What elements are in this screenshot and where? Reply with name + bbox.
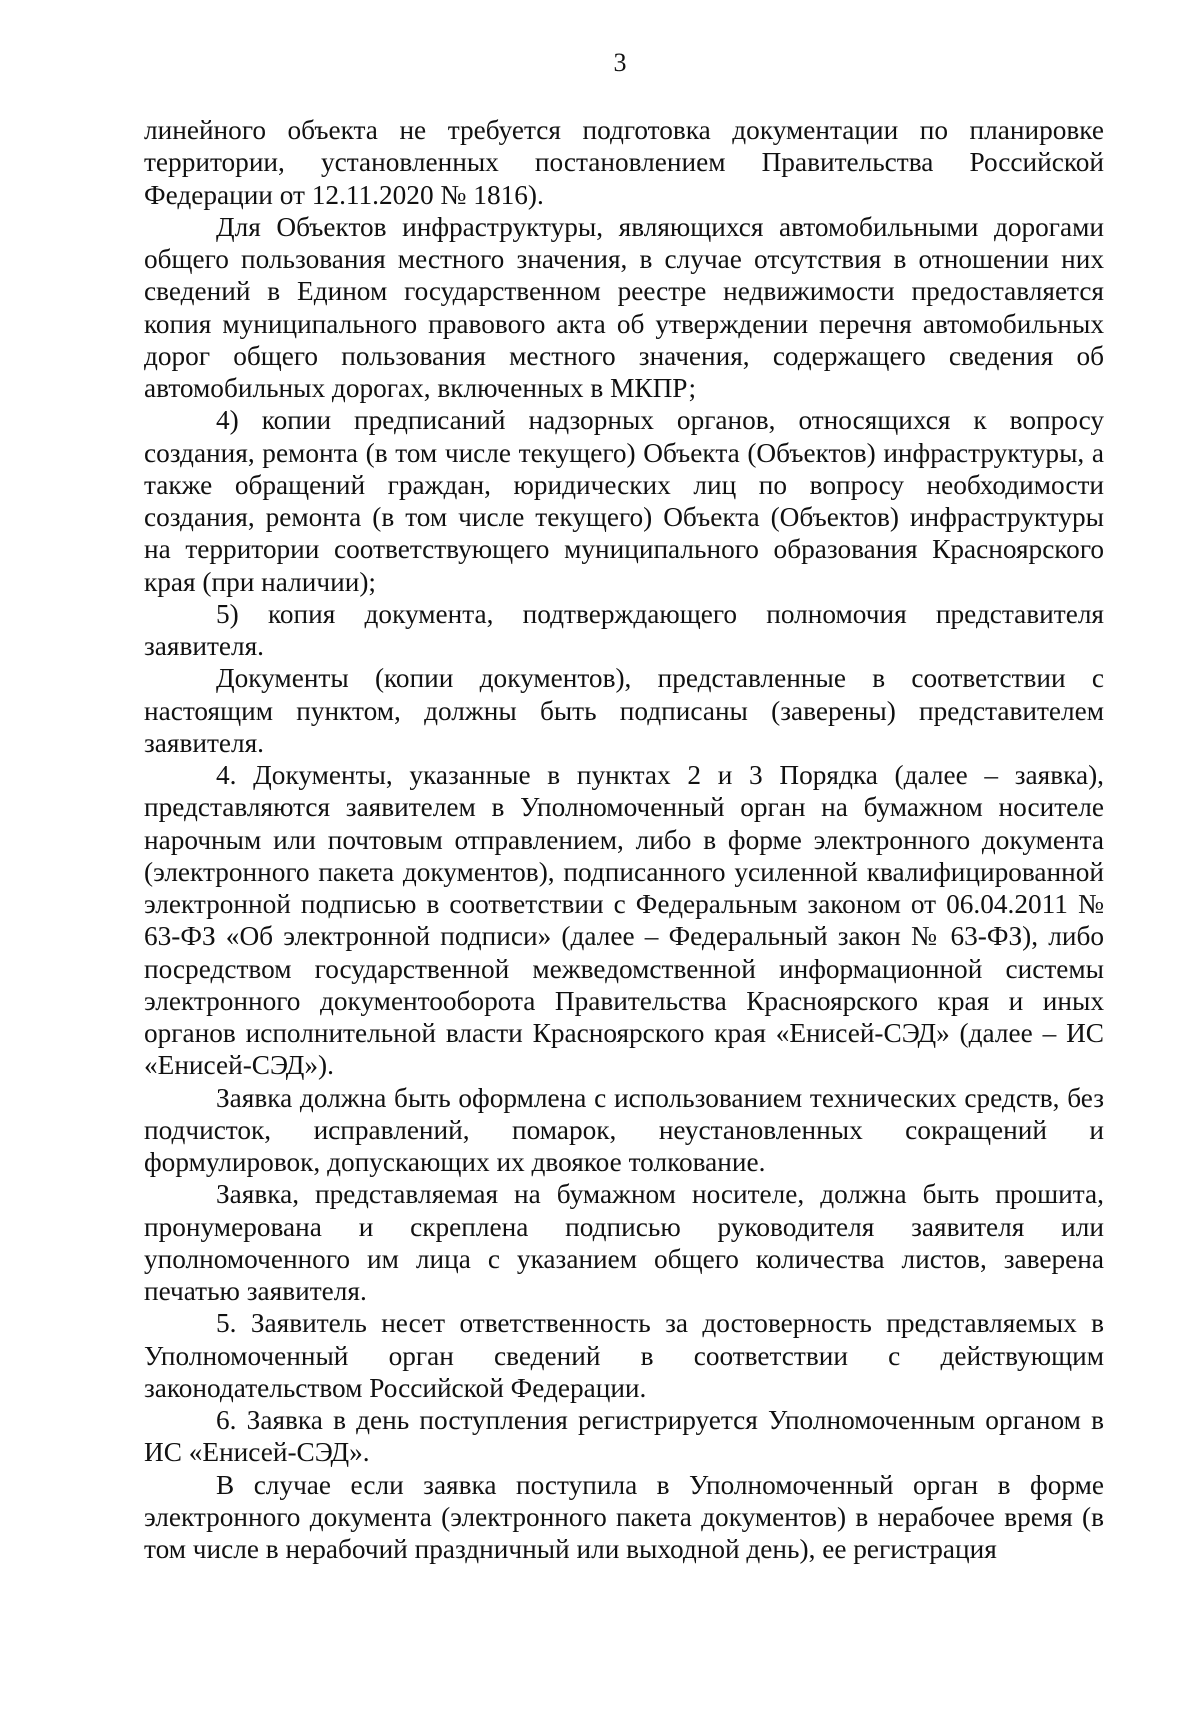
paragraph: Заявка, представляемая на бумажном носителе, должна быть прошита, пронумерована и скреплена подписью руководителя заявителя или уполномоченного им лица с указанием общего количества листов, заверена печатью заявителя. (144, 1179, 1104, 1306)
paragraph: 4. Документы, указанные в пунктах 2 и 3 Порядка (далее – заявка), представляются заявителем в Уполномоченный орган на бумажном носителе нарочным или почтовым отправлением, либо в форме электронного документа (электронного пакета документов), подписанного усиленной квалифицированной электронной подписью в соответствии с Федеральным законом от 06.04.2011 № 63-ФЗ «Об электронной подписи» (далее – Федеральный закон № 63-ФЗ), либо посредством государственной межведомственной информационной системы электронного документооборота Правительства Красноярского края и иных органов исполнительной власти Красноярского края «Енисей-СЭД» (далее – ИС «Енисей-СЭД»). (144, 760, 1104, 1081)
paragraph: Для Объектов инфраструктуры, являющихся автомобильными дорогами общего пользования местного значения, в случае отсутствия в отношении них сведений в Едином государственном реестре недвижимости предоставляется копия муниципального правового акта об утверждении перечня автомобильных дорог общего пользования местного значения, содержащего сведения об автомобильных дорогах, включенных в МКПР; (144, 211, 1104, 403)
paragraph: 6. Заявка в день поступления регистрируется Уполномоченным органом в ИС «Енисей-СЭД». (144, 1405, 1104, 1468)
paragraph: В случае если заявка поступила в Уполномоченный орган в форме электронного документа (электронного пакета документов) в нерабочее время (в том числе в нерабочий праздничный или выходной день), ее регистрация (144, 1469, 1104, 1564)
paragraph: линейного объекта не требуется подготовка документации по планировке территории, установленных постановлением Правительства Российской Федерации от 12.11.2020 № 1816). (144, 115, 1104, 210)
paragraph: 4) копии предписаний надзорных органов, относящихся к вопросу создания, ремонта (в том числе текущего) Объекта (Объектов) инфраструктуры, а также обращений граждан, юридических лиц по вопросу необходимости создания, ремонта (в том числе текущего) Объекта (Объектов) инфраструктуры на территории соответствующего муниципального образования Красноярского края (при наличии); (144, 405, 1104, 597)
paragraph: Заявка должна быть оформлена с использованием технических средств, без подчисток, исправлений, помарок, неустановленных сокращений и формулировок, допускающих их двоякое толкование. (144, 1082, 1104, 1177)
paragraph: Документы (копии документов), представленные в соответствии с настоящим пунктом, должны быть подписаны (заверены) представителем заявителя. (144, 663, 1104, 758)
page-number: 3 (613, 48, 627, 77)
paragraph: 5. Заявитель несет ответственность за достоверность представляемых в Уполномоченный орган сведений в соответствии с действующим законодательством Российской Федерации. (144, 1308, 1104, 1403)
paragraph: 5) копия документа, подтверждающего полномочия представителя заявителя. (144, 598, 1104, 661)
body-text (144, 114, 1104, 1565)
